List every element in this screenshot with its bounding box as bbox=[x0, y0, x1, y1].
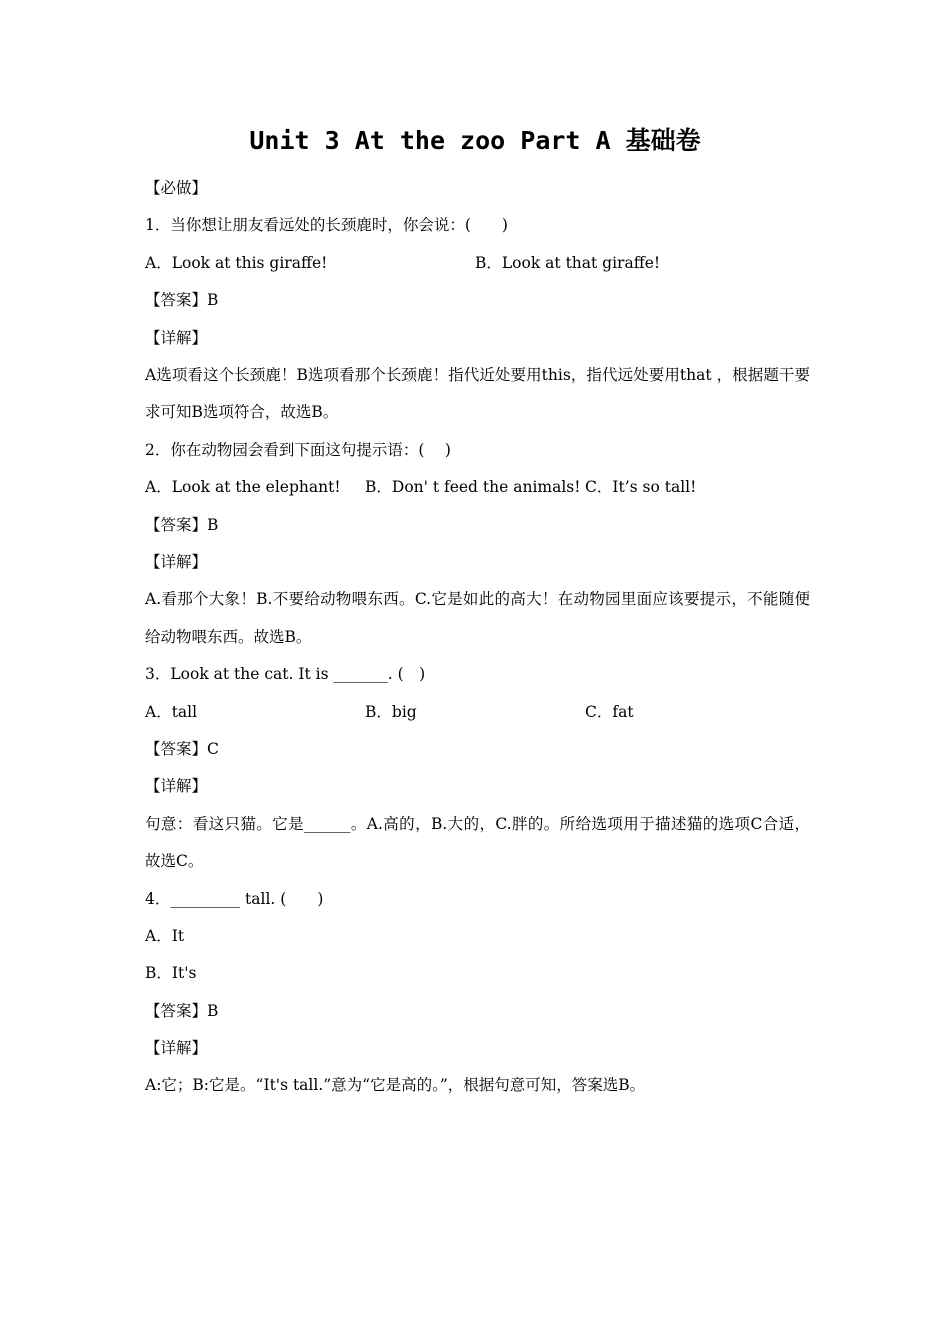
question-2-stem: 2．你在动物园会看到下面这句提示语：( ) bbox=[145, 440, 451, 459]
answer-label: 【答案】 bbox=[145, 739, 208, 758]
question-2-detail-label: 【详解】 bbox=[145, 552, 208, 571]
answer-label: 【答案】 bbox=[145, 291, 208, 310]
question-4-stem: 4．_________ tall. ( ) bbox=[145, 889, 324, 908]
question-1-option-a: A．Look at this giraffe! bbox=[145, 253, 328, 272]
question-4-detail: A:它；B:它是。“It's tall.”意为“它是高的。”，根据句意可知，答案选B。 bbox=[145, 1076, 646, 1095]
answer-value: C bbox=[207, 739, 219, 758]
question-1-option-b: B．Look at that giraffe! bbox=[475, 253, 661, 272]
answer-value: B bbox=[207, 1001, 219, 1020]
answer-label: 【答案】 bbox=[145, 1001, 208, 1020]
question-4-option-b: B．It's bbox=[145, 964, 197, 983]
question-2-option-b: B．Don' t feed the animals! bbox=[365, 478, 581, 497]
answer-label: 【答案】 bbox=[145, 515, 208, 534]
question-3-detail: 句意：看这只猫。它是______。A.高的，B.大的，C.胖的。所给选项用于描述猫的选项C合适，故选C。 bbox=[145, 814, 810, 871]
question-2-option-c: C．It’s so tall! bbox=[585, 478, 697, 497]
answer-value: B bbox=[207, 291, 219, 310]
question-2-detail: A.看那个大象！B.不要给动物喂东西。C.它是如此的高大！在动物园里面应该要提示，不能随便给动物喂东西。故选B。 bbox=[145, 590, 810, 646]
question-3-stem: 3．Look at the cat. It is _______. ( ) bbox=[145, 665, 426, 684]
document-content bbox=[145, 170, 810, 1105]
answer-value: B bbox=[207, 515, 219, 534]
question-2-option-a: A．Look at the elephant! bbox=[145, 478, 341, 497]
question-1-detail: A选项看这个长颈鹿！B选项看那个长颈鹿！指代近处要用this，指代远处要用that ，根据题干要求可知B选项符合，故选B。 bbox=[145, 365, 810, 422]
document-title: Unit 3 At the zoo Part A 基础卷 bbox=[249, 126, 701, 155]
question-3-options bbox=[145, 694, 810, 731]
question-1-stem: 1．当你想让朋友看远处的长颈鹿时，你会说：( ) bbox=[145, 216, 508, 235]
question-4-detail-label: 【详解】 bbox=[145, 1039, 208, 1058]
question-3-option-b: B．big bbox=[365, 702, 417, 721]
question-3-answer bbox=[145, 731, 810, 768]
question-3-detail-label: 【详解】 bbox=[145, 777, 208, 796]
question-1-answer bbox=[145, 282, 810, 319]
question-2-answer bbox=[145, 507, 810, 544]
question-4-option-a: A．It bbox=[145, 926, 185, 945]
question-3-option-c: C．fat bbox=[585, 702, 634, 721]
question-1-detail-label: 【详解】 bbox=[145, 328, 208, 347]
section-label: 【必做】 bbox=[145, 179, 208, 197]
question-4-answer bbox=[145, 993, 810, 1030]
question-1-options bbox=[145, 245, 810, 282]
question-2-options bbox=[145, 469, 810, 506]
question-3-option-a: A．tall bbox=[145, 702, 198, 721]
